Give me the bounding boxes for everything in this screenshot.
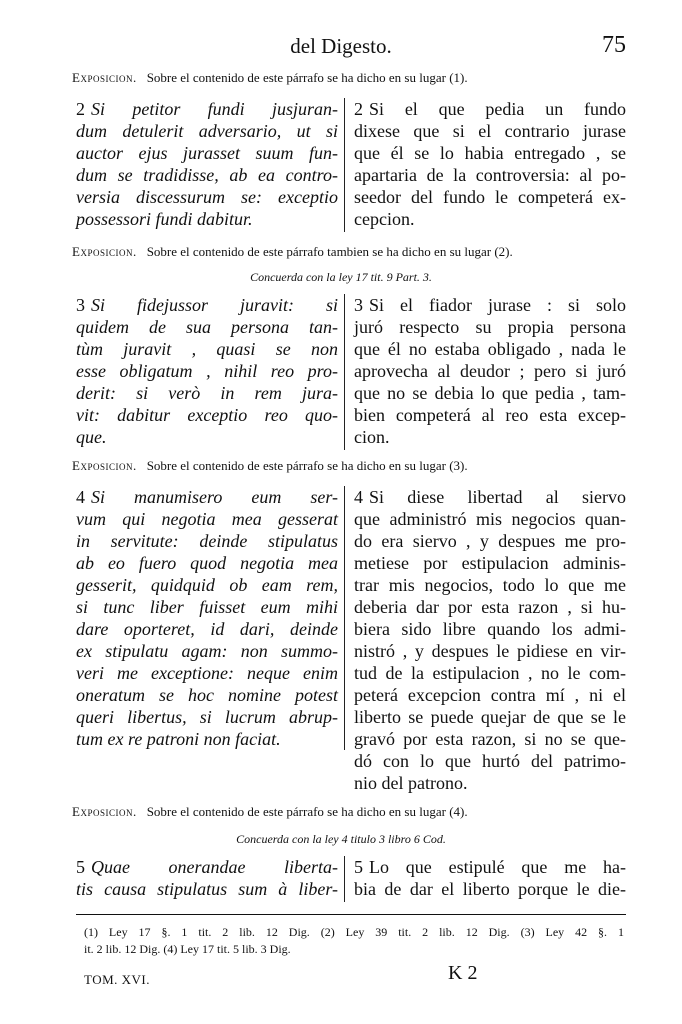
column-divider xyxy=(344,294,345,450)
latin-line: dum detulerit adversario, ut si xyxy=(76,121,338,141)
latin-line: que. xyxy=(76,427,107,447)
spanish-column xyxy=(354,486,626,794)
latin-line: queri libertus, si lucrum abrup- xyxy=(76,707,338,727)
exposicion-label: Exposicion. xyxy=(72,804,137,819)
spanish-line: cion. xyxy=(354,427,390,447)
spanish-line: bien competerá al reo esta excep- xyxy=(354,405,626,425)
spanish-line: liberto se puede quejar de que se le xyxy=(354,707,626,727)
paragraph-number: 5 xyxy=(354,857,363,877)
paragraph-number: 3 xyxy=(354,295,363,315)
footnotes xyxy=(84,924,624,958)
exposicion-text: Sobre el contenido de este párrafo se ha dicho en su lugar (1). xyxy=(146,70,468,85)
column-divider xyxy=(344,486,345,750)
exposicion-note xyxy=(72,244,632,260)
running-title: del Digesto. xyxy=(290,34,392,58)
latin-line: Quae onerandae liberta- xyxy=(91,857,338,877)
concordance-note: Concuerda con la ley 4 titulo 3 libro 6 Cod. xyxy=(236,832,446,846)
latin-column xyxy=(76,294,338,448)
spanish-line: Si el fiador jurase : si solo xyxy=(369,295,626,315)
spanish-line: juró respecto su propia persona xyxy=(354,317,626,337)
volume-mark: TOM. XVI. xyxy=(84,972,151,987)
paragraph-block xyxy=(76,294,626,450)
spanish-line: nio del patrono. xyxy=(354,773,468,793)
latin-column xyxy=(76,98,338,230)
spanish-column xyxy=(354,98,626,230)
concordance-note: Concuerda con la ley 17 tit. 9 Part. 3. xyxy=(250,270,432,284)
spanish-line: que no se debia lo que pedia , tam- xyxy=(354,383,626,403)
paragraph-number: 2 xyxy=(354,99,363,119)
spanish-line: do era siervo , y despues me pro- xyxy=(354,531,626,551)
spanish-line: cepcion. xyxy=(354,209,415,229)
spanish-line: deberia dar por esta razon , si hu- xyxy=(354,597,626,617)
signature-mark: K 2 xyxy=(448,962,478,984)
paragraph-number: 5 xyxy=(76,857,85,877)
latin-line: oneratum se hoc nomine potest xyxy=(76,685,338,705)
latin-line: Si fidejussor juravit: si xyxy=(91,295,338,315)
spanish-line: bia de dar el liberto porque le die- xyxy=(354,879,626,899)
spanish-line: Lo que estipulé que me ha- xyxy=(369,857,626,877)
spanish-line: tud de la estipulacion , no le com- xyxy=(354,663,626,683)
paragraph-block xyxy=(76,98,626,232)
spanish-line: Si diese libertad al siervo xyxy=(369,487,626,507)
latin-line: vit: dabitur exceptio reo quo- xyxy=(76,405,338,425)
exposicion-label: Exposicion. xyxy=(72,244,137,259)
spanish-line: que administró mis negocios quan- xyxy=(354,509,626,529)
latin-line: si tunc liber fuisset eum mihi xyxy=(76,597,338,617)
exposicion-label: Exposicion. xyxy=(72,458,137,473)
exposicion-note xyxy=(72,804,632,820)
spanish-line: seedor del fundo le competerá ex- xyxy=(354,187,626,207)
spanish-line: aprovecha al deudor ; pero si juró xyxy=(354,361,626,381)
latin-line: Si petitor fundi jusjuran- xyxy=(91,99,338,119)
latin-column xyxy=(76,486,338,750)
spanish-line: apartaria de la controversia: al po- xyxy=(354,165,626,185)
spanish-column xyxy=(354,856,626,900)
page-number: 75 xyxy=(602,32,626,58)
latin-line: Si manumisero eum ser- xyxy=(91,487,338,507)
latin-line: derit: si verò in rem jura- xyxy=(76,383,338,403)
column-divider xyxy=(344,856,345,902)
exposicion-text: Sobre el contenido de este párrafo se ha dicho en su lugar (4). xyxy=(146,804,468,819)
latin-line: veri me exceptione: neque enim xyxy=(76,663,338,683)
latin-line: tùm juravit , quasi se non xyxy=(76,339,338,359)
spanish-line: dó con lo que hurtó del patrimo- xyxy=(354,751,626,771)
exposicion-note xyxy=(72,70,632,86)
footnote-rule xyxy=(76,914,626,915)
spanish-line: Si el que pedia un fundo xyxy=(369,99,626,119)
paragraph-number: 4 xyxy=(354,487,363,507)
latin-line: dum se tradidisse, ab ea contro- xyxy=(76,165,338,185)
spanish-line: trar mis negocios, todo lo que me xyxy=(354,575,626,595)
paragraph-block xyxy=(76,856,626,902)
latin-line: ex stipulatu agam: non summo- xyxy=(76,641,338,661)
paragraph-number: 3 xyxy=(76,295,85,315)
latin-line: dare oporteret, id dari, deinde xyxy=(76,619,338,639)
latin-line: auctor ejus jurasset suum fun- xyxy=(76,143,338,163)
latin-line: tum ex re patroni non faciat. xyxy=(76,729,281,749)
footnote-line: it. 2 lib. 12 Dig. (4) Ley 17 tit. 5 lib. 3 Dig. xyxy=(84,942,291,956)
spanish-column xyxy=(354,294,626,448)
spanish-line: peterá excepcion contra mí , ni el xyxy=(354,685,626,705)
paragraph-number: 4 xyxy=(76,487,85,507)
latin-line: vum qui negotia mea gesserat xyxy=(76,509,338,529)
paragraph-number: 2 xyxy=(76,99,85,119)
exposicion-note xyxy=(72,458,632,474)
spanish-line: que él se lo habia entregado , se xyxy=(354,143,626,163)
page-header xyxy=(0,34,682,64)
latin-line: ab eo fuero quod negotia mea xyxy=(76,553,338,573)
spanish-line: gravó por esta razon, si no se que- xyxy=(354,729,626,749)
latin-column xyxy=(76,856,338,900)
footnote-line: (1) Ley 17 §. 1 tit. 2 lib. 12 Dig. (2) Ley 39 tit. 2 lib. 12 Dig. (3) Ley 42 §. 1 xyxy=(84,925,624,939)
spanish-line: biera sido libre quando los admi- xyxy=(354,619,626,639)
column-divider xyxy=(344,98,345,232)
exposicion-label: Exposicion. xyxy=(72,70,137,85)
paragraph-block xyxy=(76,486,626,796)
spanish-line: dixese que si el contrario jurase xyxy=(354,121,626,141)
exposicion-text: Sobre el contenido de este párrafo se ha dicho en su lugar (3). xyxy=(146,458,468,473)
latin-line: esse obligatum , nihil reo pro- xyxy=(76,361,338,381)
latin-line: quidem de sua persona tan- xyxy=(76,317,338,337)
spanish-line: nistró , y despues le pidiese en vir- xyxy=(354,641,626,661)
latin-line: versia discessurum se: exceptio xyxy=(76,187,338,207)
spanish-line: metiese por estipulacion adminis- xyxy=(354,553,626,573)
exposicion-text: Sobre el contenido de este párrafo tambien se ha dicho en su lugar (2). xyxy=(146,244,513,259)
spanish-line: que él no estaba obligado , nada le xyxy=(354,339,626,359)
latin-line: possessori fundi dabitur. xyxy=(76,209,253,229)
latin-line: tis causa stipulatus sum à liber- xyxy=(76,879,338,899)
latin-line: gesserit, quidquid ob eam rem, xyxy=(76,575,338,595)
latin-line: in servitute: deinde stipulatus xyxy=(76,531,338,551)
